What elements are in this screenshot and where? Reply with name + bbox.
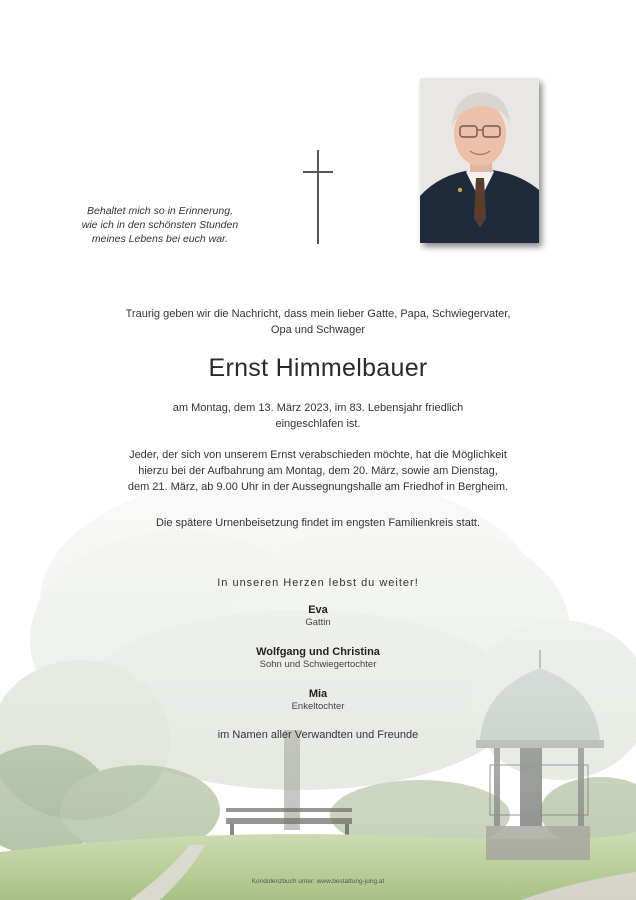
relatives-line: im Namen aller Verwandten und Freunde xyxy=(217,729,419,741)
portrait-photo xyxy=(420,78,539,243)
death-line: am Montag, dem 13. März 2023, im 83. Lebensjahr friedlich xyxy=(172,402,464,414)
mourner-entry xyxy=(0,687,636,713)
mourner-relation: Enkeltochter xyxy=(291,701,345,712)
info-line: Jeder, der sich von unserem Ernst verabschieden möchte, hat die Möglichkeit xyxy=(129,449,507,461)
quote-line: wie ich in den schönsten Stunden xyxy=(81,219,239,231)
death-notice xyxy=(0,400,636,432)
mourner-entry xyxy=(0,645,636,671)
info-line: dem 21. März, ab 9.00 Uhr in der Aussegnungshalle am Friedhof in Bergheim. xyxy=(127,481,509,493)
viewing-info xyxy=(0,447,636,495)
intro-line: Traurig geben wir die Nachricht, dass mein lieber Gatte, Papa, Schwiegervater, xyxy=(125,308,511,320)
quote-line: meines Lebens bei euch war. xyxy=(91,233,229,245)
urn-burial-notice: Die spätere Urnenbeisetzung findet im engsten Familienkreis statt. xyxy=(155,517,481,529)
condolence-footer: Kondolenzbuch unter: www.bestattung-jung.at xyxy=(251,878,385,885)
quote-line: Behaltet mich so in Erinnerung, xyxy=(87,205,233,217)
mourner-name: Mia xyxy=(308,688,328,700)
mourner-entry xyxy=(0,603,636,629)
mourners-heading: In unseren Herzen lebst du weiter! xyxy=(217,577,419,589)
deceased-name: Ernst Himmelbauer xyxy=(208,354,428,382)
death-line: eingeschlafen ist. xyxy=(275,418,361,430)
mourner-name: Eva xyxy=(308,604,328,616)
mourner-relation: Sohn und Schwiegertochter xyxy=(259,659,377,670)
mourner-name: Wolfgang und Christina xyxy=(256,646,380,658)
mourner-relation: Gattin xyxy=(305,617,331,628)
info-line: hierzu bei der Aufbahrung am Montag, dem 20. März, sowie am Dienstag, xyxy=(138,465,498,477)
intro-line: Opa und Schwager xyxy=(270,324,366,336)
cross-icon xyxy=(299,150,339,246)
portrait-image xyxy=(420,78,539,243)
announcement-intro xyxy=(0,306,636,338)
memorial-quote xyxy=(60,204,260,246)
